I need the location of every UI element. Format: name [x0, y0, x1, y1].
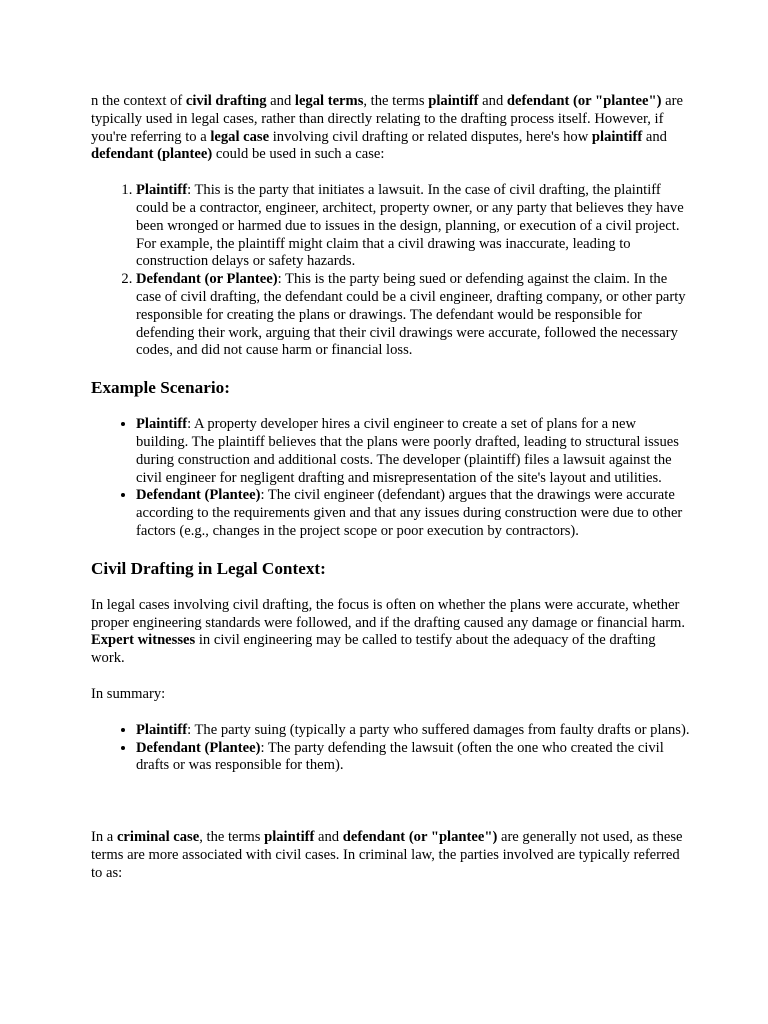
list-item [136, 722, 691, 740]
intro-paragraph [91, 93, 691, 164]
list-item [136, 271, 691, 360]
text-run: and [314, 829, 343, 846]
section-heading-context: Civil Drafting in Legal Context: [91, 558, 326, 578]
text-run: , the terms [199, 829, 265, 846]
bold-run: criminal case [116, 829, 200, 846]
text-run: n the context of [91, 93, 186, 109]
bold-run: legal case [210, 128, 270, 145]
definition-term: Defendant (or Plantee) [136, 271, 278, 288]
text-run: , the terms [363, 93, 429, 109]
scenario-list [91, 416, 691, 541]
text-run: are generally not used, as these terms are more associated with civil cases. In criminal law, the parties involved are typically referred to as: [91, 829, 683, 881]
summary-lead: In summary: [91, 685, 166, 702]
section-heading-scenario: Example Scenario: [91, 378, 230, 398]
summary-term: Plaintiff [136, 721, 188, 738]
bold-run: defendant (or "plantee") [342, 829, 498, 846]
bold-run: defendant (plantee) [91, 146, 213, 163]
text-run: and [478, 93, 507, 109]
bold-run: legal terms [294, 93, 364, 109]
scenario-term: Defendant (Plantee) [136, 487, 261, 504]
document-body [91, 93, 691, 901]
text-run: in civil engineering may be called to testify about the adequacy of the drafting work. [91, 632, 656, 667]
bold-run: plaintiff [264, 829, 315, 846]
criminal-paragraph [91, 829, 691, 882]
list-item [136, 487, 691, 540]
text-run: In legal cases involving civil drafting, the focus is often on whether the plans were accurate, whether proper engineering standards were followed, and if the drafting caused any damage or financial harm. [91, 596, 686, 631]
summary-text: : The party defending the lawsuit (often the one who created the civil drafts or was responsible for them). [136, 739, 664, 774]
text-run: could be used in such a case: [212, 146, 385, 163]
scenario-text: : A property developer hires a civil engineer to create a set of plans for a new building. The plaintiff believes that the plans were poorly drafted, leading to structural issues during construction and additional costs. The developer (plaintiff) files a lawsuit against the civil engineer for negligent drafting and misrepresentation of the site's layout and utilities. [136, 416, 679, 486]
text-run: and [642, 128, 667, 145]
definitions-list [91, 182, 691, 360]
list-item [136, 416, 691, 487]
list-item [136, 740, 691, 776]
scenario-term: Plaintiff [136, 416, 188, 433]
text-run: are typically used in legal cases, rather than directly relating to the drafting process itself. However, if you're referring to a [91, 93, 683, 145]
bold-run: civil drafting [185, 93, 267, 109]
bold-run: defendant (or "plantee") [506, 93, 662, 109]
definition-term: Plaintiff [136, 182, 188, 199]
summary-list [91, 722, 691, 775]
bold-run: plaintiff [591, 128, 643, 145]
text-run: involving civil drafting or related disputes, here's how [269, 128, 592, 145]
definition-text: : This is the party that initiates a lawsuit. In the case of civil drafting, the plaintiff could be a contractor, engineer, architect, property owner, or any party that believes they have been wronged or harmed due to issues in the design, planning, or execution of a civil project. For example, the plaintiff might claim that a civil drawing was inaccurate, leading to construction delays or safety hazards. [136, 182, 684, 270]
context-paragraph [91, 597, 691, 668]
spacer [91, 793, 691, 829]
bold-run: plaintiff [428, 93, 479, 109]
definition-text: : This is the party being sued or defending against the claim. In the case of civil drafting, the defendant could be a civil engineer, drafting company, or other party responsible for creating the plans or drawings. The defendant would be responsible for defending their work, arguing that their civil drawings were accurate, followed the necessary codes, and did not cause harm or financial loss. [136, 271, 686, 359]
scenario-text: : The civil engineer (defendant) argues that the drawings were accurate according to the requirements given and that any issues during construction were due to other factors (e.g., changes in the project scope or poor execution by contractors). [136, 487, 683, 539]
text-run: In a [91, 829, 117, 846]
bold-run: Expert witnesses [91, 632, 196, 649]
summary-term: Defendant (Plantee) [136, 739, 261, 756]
text-run: and [266, 93, 295, 109]
list-item [136, 182, 691, 271]
summary-text: : The party suing (typically a party who suffered damages from faulty drafts or plans). [187, 721, 690, 738]
